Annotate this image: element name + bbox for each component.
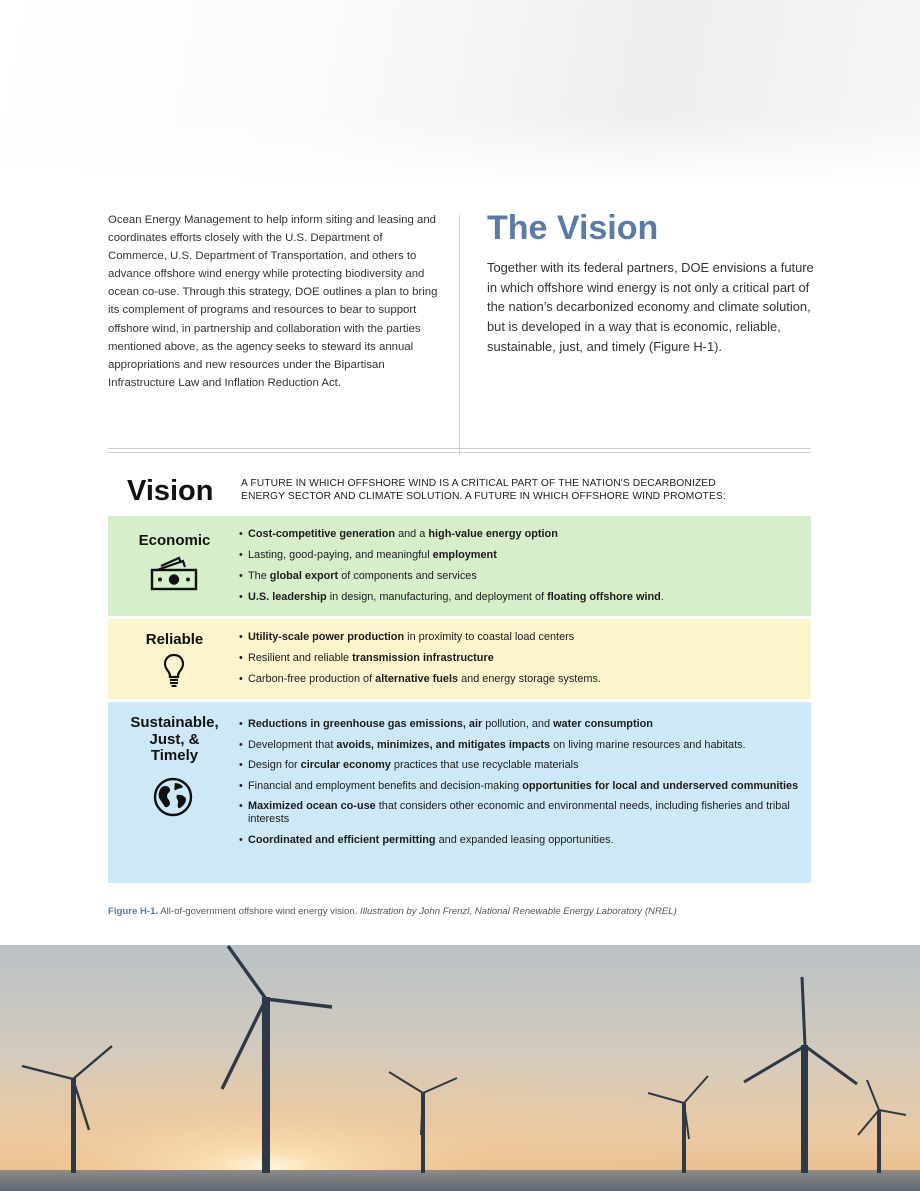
figure-header-line-2: ENERGY SECTOR AND CLIMATE SOLUTION. A FUTURE IN WHICH OFFSHORE WIND PROMOTES: (241, 490, 726, 502)
bullet-item: • Development that avoids, minimizes, and mitigates impacts on living marine resources and habitats. (239, 739, 801, 752)
economic-bullets (239, 528, 801, 612)
intro-paragraph: Ocean Energy Management to help inform siting and leasing and coordinates efforts closely with the U.S. Department of Commerce, U.S. Department of Transportation, and others to advance offshore wind energy while protecting biodiversity and ocean co-use. Through this strategy, DOE outlines a plan to bring its complement of programs and resources to bear to support offshore wind, in partnership and collaboration with the parties mentioned above, as the agency seeks to steward its annual appropriations and new resources under the Bipartisan Infrastructure Law and Inflation Reduction Act. (108, 214, 438, 389)
row-label-sustainable (108, 715, 241, 765)
money-icon (149, 554, 199, 597)
row-label-sustainable-line-3: Timely (150, 747, 199, 764)
column-divider (459, 215, 460, 455)
wind-turbine-photo (0, 945, 920, 1191)
header-band (0, 0, 920, 185)
row-reliable (108, 619, 811, 699)
figure-header-text (241, 478, 801, 503)
bullet-item: • U.S. leadership in design, manufacturing, and deployment of floating offshore wind. (239, 591, 801, 604)
figure-header (108, 472, 811, 516)
bullet-item: • Utility-scale power production in proximity to coastal load centers (239, 631, 801, 644)
row-economic (108, 516, 811, 616)
figure-caption (108, 906, 828, 918)
vision-heading: The Vision (487, 209, 659, 247)
row-label-sustainable-line-2: Just, & (149, 730, 200, 748)
bullet-item: • Financial and employment benefits and decision-making opportunities for local and underserved communities (239, 780, 801, 793)
row-label-sustainable-line-1: Sustainable, (130, 714, 219, 731)
figure-title: Vision (127, 475, 214, 507)
bullet-item: • Coordinated and efficient permitting and expanded leasing opportunities. (239, 834, 801, 847)
section-rule-bottom (108, 452, 811, 453)
bullet-item: • Design for circular economy practices that use recyclable materials (239, 759, 801, 772)
figure-header-line-1: A FUTURE IN WHICH OFFSHORE WIND IS A CRITICAL PART OF THE NATION'S DECARBONIZED (241, 478, 716, 489)
vision-section (487, 206, 817, 357)
vision-body: Together with its federal partners, DOE envisions a future in which offshore wind energy is not only a critical part of the nation’s decarbonized economy and climate solution, but is developed in a way that is economic, reliable, sustainable, just, and timely (Figure H-1). (487, 260, 814, 354)
section-rule-top (108, 448, 811, 449)
bullet-item: • The global export of components and services (239, 570, 801, 583)
caption-credit: Illustration by John Frenzl, National Renewable Energy Laboratory (NREL) (360, 906, 677, 917)
vision-figure (108, 472, 811, 883)
bullet-item: • Carbon-free production of alternative fuels and energy storage systems. (239, 673, 801, 686)
row-label-reliable: Reliable (145, 631, 204, 648)
caption-text: All-of-government offshore wind energy vision. (158, 906, 361, 917)
bullet-item: • Lasting, good-paying, and meaningful employment (239, 549, 801, 562)
sustainable-bullets (239, 718, 801, 854)
bullet-item: • Cost-competitive generation and a high-value energy option (239, 528, 801, 541)
caption-label: Figure H-1. (108, 906, 159, 917)
reliable-bullets (239, 631, 801, 694)
row-label-economic: Economic (138, 532, 211, 549)
globe-icon (153, 777, 193, 822)
bullet-item: • Resilient and reliable transmission infrastructure (239, 652, 801, 665)
lightbulb-icon (163, 653, 185, 694)
bullet-item: • Maximized ocean co-use that considers other economic and environmental needs, including fisheries and tribal interests (239, 800, 801, 826)
row-sustainable (108, 702, 811, 883)
bullet-item: • Reductions in greenhouse gas emissions, air pollution, and water consumption (239, 718, 801, 731)
